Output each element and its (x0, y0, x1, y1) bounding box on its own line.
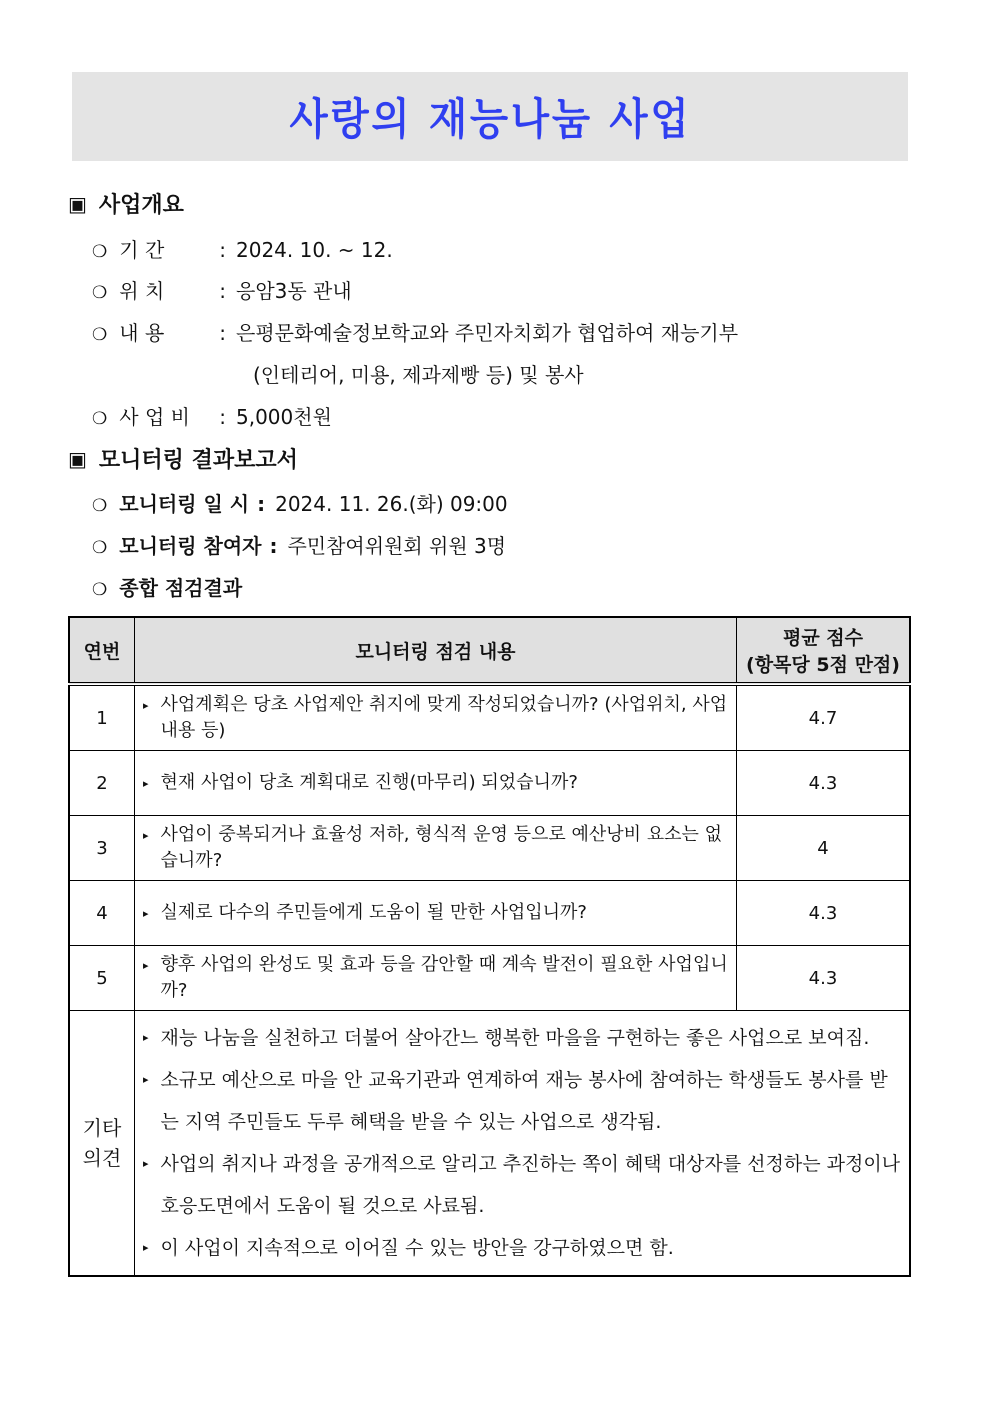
header-score: 평균 점수 (항목당 5점 만점) (737, 617, 911, 684)
row-no: 4 (69, 881, 135, 946)
table-row (69, 946, 910, 1011)
row-score: 4.3 (737, 881, 911, 946)
row-score: 4.3 (737, 751, 911, 816)
item-value-continuation: (인테리어, 미용, 제과제빵 등) 및 봉사 (253, 363, 584, 387)
item-label: 사 업 비 (119, 405, 190, 429)
header-no: 연번 (69, 617, 135, 684)
item-value: 주민참여위원회 위원 3명 (287, 534, 507, 558)
overview-item-period: ❍ 기 간 : 2024. 10. ~ 12. (92, 234, 393, 263)
circle-bullet-icon: ❍ (92, 580, 108, 600)
triangle-bullet-icon: ▸ (143, 829, 149, 842)
remark-item: ▸ 소규모 예산으로 마을 안 교육기관과 연계하여 재능 봉사에 참여하는 학생들도 봉사를 받는 지역 주민들도 두루 혜택을 받을 수 있는 사업으로 생각됨. (143, 1059, 905, 1143)
overview-item-content: ❍ 내 용 : 은평문화예술정보학교와 주민자치회가 협업하여 재능기부 (92, 317, 738, 346)
item-label: 모니터링 일 시 (119, 492, 250, 516)
row-question: 사업계획은 당초 사업제안 취지에 맞게 작성되었습니까? (사업위치, 사업내용 등) (160, 694, 728, 741)
row-question-cell (135, 751, 737, 816)
item-value: 2024. 11. 26.(화) 09:00 (275, 492, 508, 516)
remark-item: ▸ 이 사업이 지속적으로 이어질 수 있는 방안을 강구하였으면 함. (143, 1227, 905, 1269)
item-label: 내 용 (119, 321, 165, 345)
item-value: 2024. 10. ~ 12. (236, 238, 393, 262)
item-value: 은평문화예술정보학교와 주민자치회가 협업하여 재능기부 (236, 321, 739, 345)
remarks-row (69, 1011, 910, 1277)
triangle-bullet-icon: ▸ (143, 776, 149, 790)
circle-bullet-icon: ❍ (92, 283, 108, 303)
title-banner (72, 72, 908, 161)
triangle-bullet-icon: ▸ (143, 1073, 149, 1086)
header-content: 모니터링 점검 내용 (135, 617, 737, 684)
remark-item: ▸ 사업의 취지나 과정을 공개적으로 알리고 추진하는 쪽이 혜택 대상자를 선정하는 과정이나 호응도면에서 도움이 될 것으로 사료됨. (143, 1143, 905, 1227)
section-title: 사업개요 (98, 193, 184, 218)
section-heading-monitoring (68, 443, 298, 474)
triangle-bullet-icon: ▸ (143, 906, 149, 920)
table-header-row (69, 617, 910, 684)
item-value: 응암3동 관내 (236, 279, 352, 303)
circle-bullet-icon: ❍ (92, 242, 108, 262)
row-question: 사업이 중복되거나 효율성 저하, 형식적 운영 등으로 예산낭비 요소는 없습니까? (160, 824, 722, 871)
row-question: 향후 사업의 완성도 및 효과 등을 감안할 때 계속 발전이 필요한 사업입니까? (160, 954, 728, 1001)
row-no: 5 (69, 946, 135, 1011)
monitoring-item-summary (92, 572, 242, 601)
section-square-icon: ▣ (68, 446, 87, 471)
circle-bullet-icon: ❍ (92, 496, 108, 516)
row-score: 4.3 (737, 946, 911, 1011)
overview-item-location: ❍ 위 치 : 응암3동 관내 (92, 275, 352, 304)
triangle-bullet-icon: ▸ (143, 1157, 149, 1170)
row-question-cell (135, 684, 737, 751)
monitoring-item-participants: ❍ 모니터링 참여자 : 주민참여위원회 위원 3명 (92, 530, 506, 559)
section-square-icon: ▣ (68, 191, 87, 216)
remarks-label: 기타 의견 (69, 1011, 135, 1277)
row-question-cell (135, 881, 737, 946)
monitoring-results-table (68, 616, 911, 1277)
row-question: 현재 사업이 당초 계획대로 진행(마무리) 되었습니까? (160, 771, 578, 793)
row-question-cell (135, 816, 737, 881)
row-no: 2 (69, 751, 135, 816)
section-title: 모니터링 결과보고서 (98, 448, 298, 473)
remarks-content (135, 1011, 911, 1277)
remark-item: ▸ 재능 나눔을 실천하고 더불어 살아간느 행복한 마을을 구현하는 좋은 사업으로 보여짐. (143, 1017, 905, 1059)
circle-bullet-icon: ❍ (92, 409, 108, 429)
table-row (69, 881, 910, 946)
page-title: 사랑의 재능나눔 사업 (289, 95, 691, 145)
circle-bullet-icon: ❍ (92, 538, 108, 558)
monitoring-item-datetime: ❍ 모니터링 일 시 : 2024. 11. 26.(화) 09:00 (92, 488, 508, 517)
table-row (69, 751, 910, 816)
row-score: 4.7 (737, 684, 911, 751)
row-no: 3 (69, 816, 135, 881)
circle-bullet-icon: ❍ (92, 325, 108, 345)
item-label: 기 간 (119, 238, 165, 262)
item-label: 위 치 (119, 279, 165, 303)
table-row (69, 684, 910, 751)
overview-item-budget: ❍ 사 업 비 : 5,000천원 (92, 401, 332, 430)
row-no: 1 (69, 684, 135, 751)
row-score: 4 (737, 816, 911, 881)
triangle-bullet-icon: ▸ (143, 699, 149, 712)
triangle-bullet-icon: ▸ (143, 1241, 149, 1254)
row-question: 실제로 다수의 주민들에게 도움이 될 만한 사업입니까? (160, 901, 587, 923)
item-label: 종합 점검결과 (119, 576, 243, 600)
item-value: 5,000천원 (236, 405, 332, 429)
triangle-bullet-icon: ▸ (143, 959, 149, 972)
row-question-cell (135, 946, 737, 1011)
triangle-bullet-icon: ▸ (143, 1031, 149, 1044)
section-heading-overview (68, 188, 184, 219)
item-label: 모니터링 참여자 (119, 534, 262, 558)
table-row (69, 816, 910, 881)
